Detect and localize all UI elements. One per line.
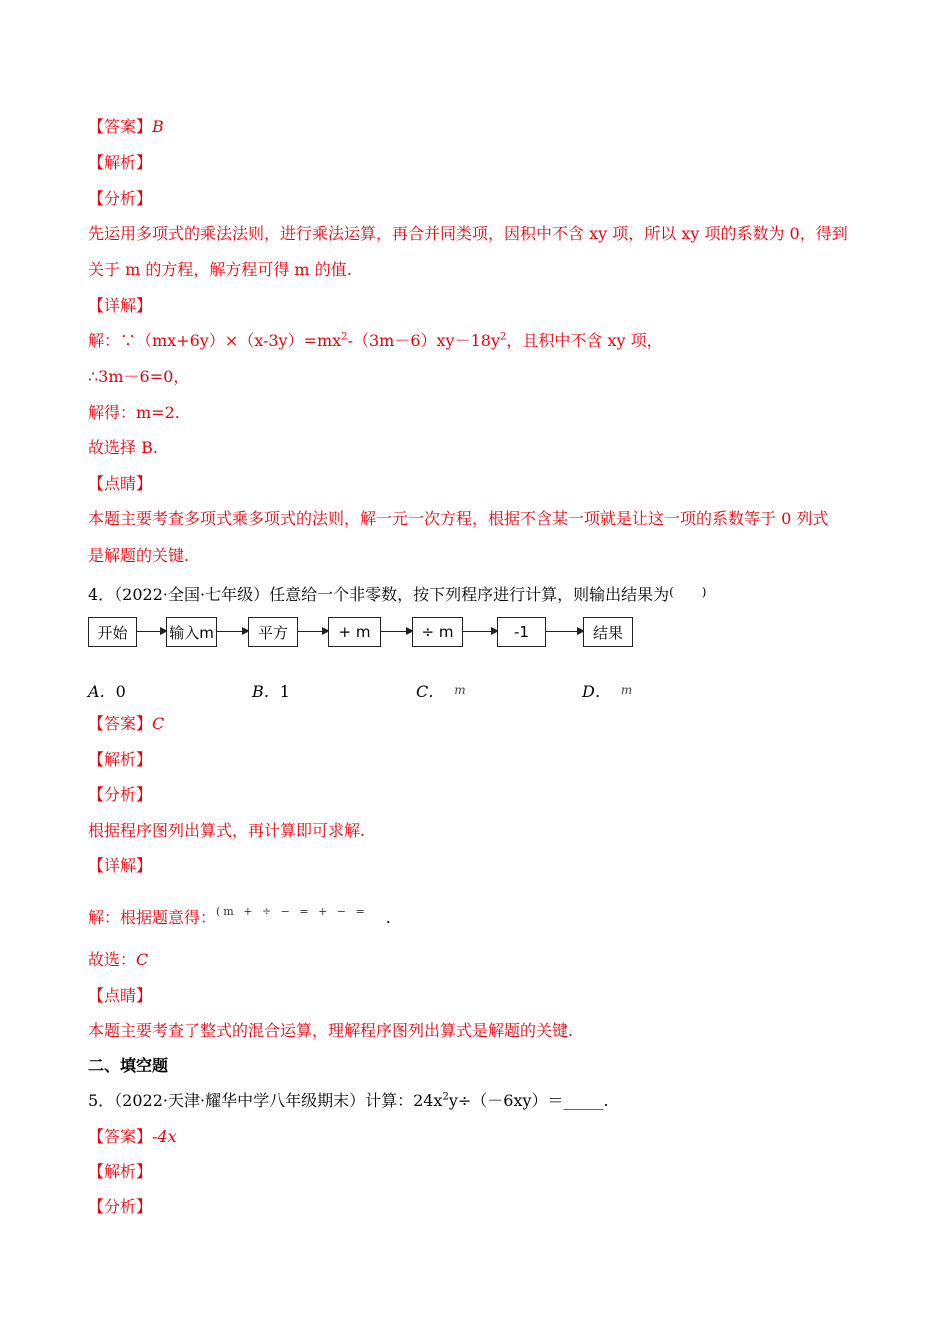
q4-point-tag: 【点睛】: [88, 986, 153, 1005]
q3-detail-line1: [88, 331, 663, 351]
q5-fenxi-tag: 【分析】: [88, 1197, 153, 1216]
option-c-label: C．: [416, 682, 445, 701]
q4-detail-formula: (m + ÷ − = + − =: [216, 905, 368, 918]
q3-detail-line3: 解得：m=2.: [88, 403, 180, 422]
q3-fenxi-tag: 【分析】: [88, 189, 153, 208]
q5-question-end: .: [603, 1091, 609, 1110]
q3-point-tag: 【点睛】: [88, 474, 153, 493]
answer-tag: 【答案】: [88, 1127, 153, 1146]
flow-minus-one-box: -1: [497, 617, 546, 647]
q5-answer-blank: _____: [563, 1091, 604, 1110]
option-d-label: D．: [582, 682, 611, 701]
q4-detail-post: .: [385, 908, 391, 927]
q5-question-pre: 5．（2022·天津·耀华中学八年级期末）计算：24x: [88, 1091, 443, 1110]
q3-fenxi-line2: 关于 m 的方程，解方程可得 m 的值.: [88, 260, 352, 279]
option-d: [582, 679, 632, 702]
section-title: 二、填空题: [88, 1056, 169, 1075]
answer-tag: 【答案】: [88, 714, 153, 733]
bracket-open: (: [669, 585, 674, 599]
option-b-label: B．: [252, 682, 280, 701]
q4-detail-tag: 【详解】: [88, 856, 153, 875]
q3-detail-line1-post: ，且积中不含 xy 项，: [506, 331, 663, 350]
q4-question-text: 4．（2022·全国·七年级）任意给一个非零数，按下列程序进行计算，则输出结果为: [88, 585, 670, 604]
option-a-value: 0: [115, 682, 126, 701]
q3-detail-line2: ∴3m－6=0，: [88, 367, 190, 386]
q4-detail-pre: 解：根据题意得：: [88, 908, 217, 927]
flow-arrow: [217, 631, 248, 632]
q3-analysis-tag: 【解析】: [88, 153, 153, 172]
q3-detail-line1-sup2: 2: [499, 331, 507, 343]
option-d-value: m: [620, 683, 633, 697]
option-c: [416, 679, 466, 702]
flow-arrow: [381, 631, 412, 632]
q5-question: [88, 1091, 609, 1111]
q5-answer: [88, 1127, 177, 1147]
q4-fenxi-tag: 【分析】: [88, 785, 153, 804]
flow-divide-box: ÷ m: [412, 617, 463, 647]
q3-detail-line1-pre: 解：∵（mx+6y）×（x-3y）=mx: [88, 331, 342, 350]
q3-fenxi-line1: 先运用多项式的乘法法则，进行乘法运算，再合并同类项，因积中不含 xy 项，所以 xy 项的系数为 0，得到: [88, 224, 848, 243]
program-flowchart: [88, 615, 648, 651]
q3-answer: [88, 117, 164, 137]
flow-result-box: 结果: [583, 617, 633, 647]
flow-input-box: 输入m: [166, 617, 217, 647]
q3-detail-line4: 故选择 B.: [88, 438, 158, 457]
q3-point-line2: 是解题的关键.: [88, 546, 190, 565]
q3-detail-tag: 【详解】: [88, 296, 153, 315]
option-c-value: m: [454, 683, 466, 697]
q3-detail-line1-mid: -（3m－6）xy－18y: [347, 331, 500, 350]
option-a: [88, 679, 126, 702]
choose-label: 故选：: [88, 950, 137, 969]
q5-analysis-tag: 【解析】: [88, 1162, 153, 1181]
bracket-close: ): [701, 585, 707, 599]
answer-value: B: [152, 117, 164, 136]
q4-answer-bracket: [669, 582, 713, 605]
q5-question-sup: 2: [442, 1091, 449, 1103]
flow-arrow: [546, 631, 583, 632]
answer-tag: 【答案】: [88, 117, 153, 136]
q3-detail-line1-sup: 2: [341, 331, 348, 343]
q4-question: [88, 582, 713, 605]
option-b: [252, 679, 290, 702]
flow-arrow: [137, 631, 166, 632]
q4-detail-line: [88, 902, 391, 928]
option-a-label: A．: [88, 682, 116, 701]
option-b-value: 1: [279, 682, 290, 701]
answer-value: -4x: [152, 1127, 177, 1146]
answer-value: C: [152, 714, 165, 733]
q4-answer: [88, 714, 164, 734]
q3-point-line1: 本题主要考查多项式乘多项式的法则，解一元一次方程，根据不含某一项就是让这一项的系数等于 0 列式: [88, 509, 829, 528]
flow-arrow: [463, 631, 497, 632]
q4-choose: [88, 950, 148, 970]
q4-fenxi-line1: 根据程序图列出算式，再计算即可求解.: [88, 821, 366, 840]
q5-question-post: y÷（－6xy）＝: [448, 1091, 564, 1110]
q4-analysis-tag: 【解析】: [88, 750, 153, 769]
choose-value: C: [136, 950, 149, 969]
flow-add-box: + m: [328, 617, 381, 647]
flow-square-box: 平方: [248, 617, 298, 647]
q4-point-line1: 本题主要考查了整式的混合运算，理解程序图列出算式是解题的关键.: [88, 1021, 574, 1040]
flow-arrow: [298, 631, 328, 632]
flow-start-box: 开始: [88, 617, 137, 647]
